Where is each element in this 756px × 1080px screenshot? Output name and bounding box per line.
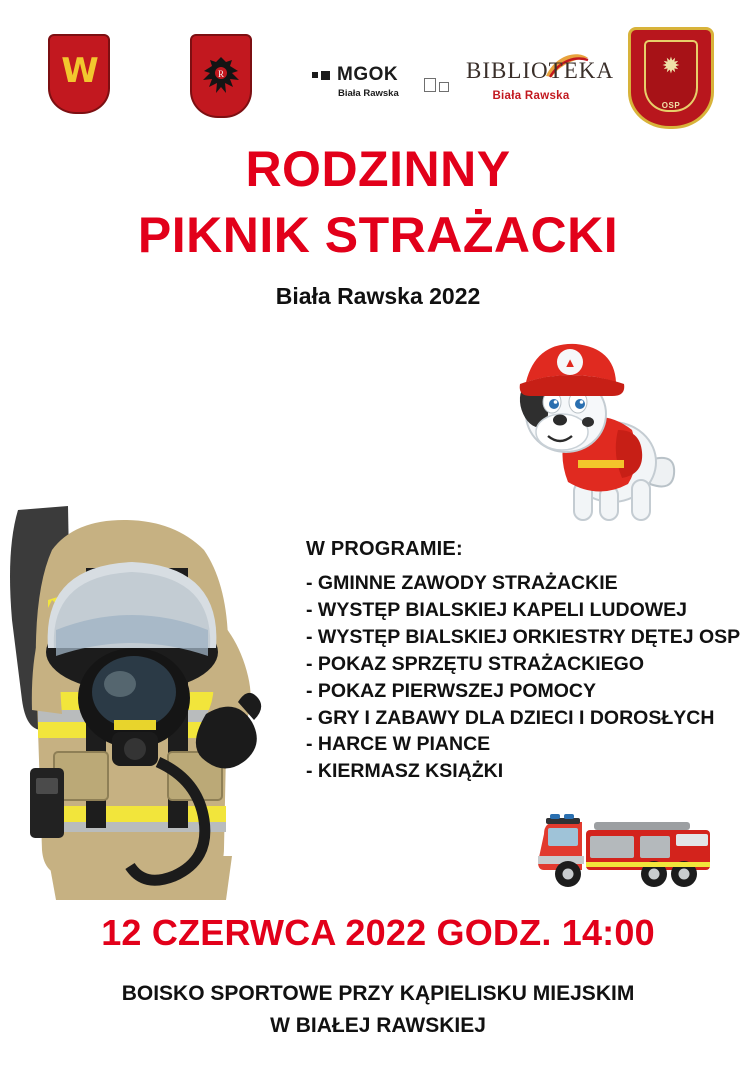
osp-logo bbox=[628, 30, 714, 126]
mgok-square-icon bbox=[312, 72, 318, 78]
mgok-logo bbox=[312, 64, 452, 114]
biblioteka-subtitle: Biała Rawska bbox=[492, 90, 570, 102]
poster-subtitle: Biała Rawska 2022 bbox=[275, 283, 481, 309]
poster-title-line2: PIKNIK STRAŻACKI bbox=[137, 207, 619, 263]
program-item: - POKAZ PIERWSZEJ POMOCY bbox=[306, 679, 597, 702]
logo-row bbox=[0, 18, 756, 128]
herb-powiatu-rawskiego-icon bbox=[190, 36, 252, 116]
mgok-wordmark: MGOK bbox=[337, 64, 399, 85]
event-venue-line2: W BIAŁEJ RAWSKIEJ bbox=[270, 1014, 486, 1037]
event-date: 12 CZERWCA 2022 GODZ. 14:00 bbox=[101, 912, 655, 953]
marshall-dog bbox=[500, 310, 690, 540]
program-heading: W PROGRAMIE: bbox=[306, 538, 463, 560]
firefighter-photo bbox=[0, 300, 320, 900]
program-item: - GMINNE ZAWODY STRAŻACKIE bbox=[306, 572, 618, 594]
osp-star-icon: ✹ bbox=[661, 53, 681, 79]
mgok-marks-icon bbox=[424, 78, 449, 92]
mgok-subtitle: Biała Rawska bbox=[338, 88, 399, 99]
program-item: - GRY I ZABAWY DLA DZIECI I DOROSŁYCH bbox=[306, 706, 715, 729]
program-item: - WYSTĘP BIALSKIEJ KAPELI LUDOWEJ bbox=[306, 598, 688, 621]
program-item: - WYSTĘP BIALSKIEJ ORKIESTRY DĘTEJ OSP bbox=[306, 625, 741, 648]
osp-label: OSP bbox=[661, 101, 681, 110]
biblioteka-logo bbox=[466, 58, 614, 120]
event-venue-line1: BOISKO SPORTOWE PRZY KĄPIELISKU MIEJSKIM bbox=[121, 982, 635, 1005]
eagle-icon bbox=[199, 53, 243, 99]
crest-glyph: W bbox=[61, 50, 97, 91]
program-item: - HARCE W PIANCE bbox=[306, 733, 491, 756]
biblioteka-wordmark: BIBLIOTEKA bbox=[466, 58, 614, 83]
program-item: - KIERMASZ KSIĄŻKI bbox=[306, 760, 504, 783]
mgok-square-icon bbox=[321, 71, 330, 80]
svg-text:▲: ▲ bbox=[563, 355, 577, 370]
svg-text:R: R bbox=[217, 69, 225, 79]
herb-bialej-rawskiej-icon bbox=[48, 36, 110, 112]
poster-title-line1: RODZINNY bbox=[245, 141, 511, 197]
program-item: - POKAZ SPRZĘTU STRAŻACKIEGO bbox=[306, 652, 645, 675]
fire-truck bbox=[530, 800, 725, 895]
program-section bbox=[306, 538, 750, 785]
